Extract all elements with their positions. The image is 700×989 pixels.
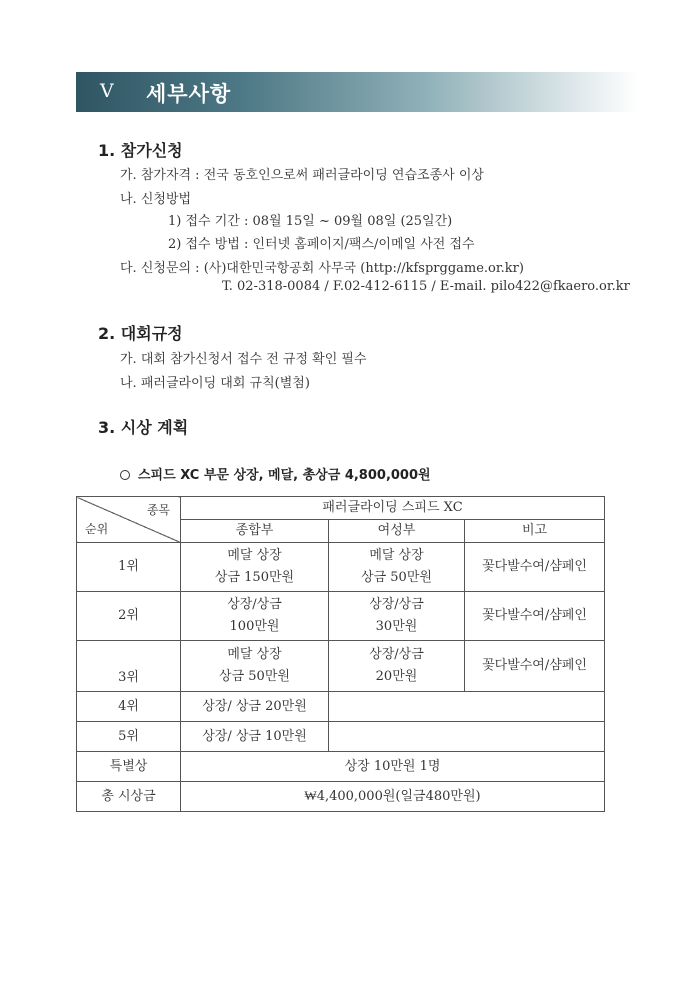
note-cell: 꽃다발수여/샴페인 xyxy=(465,543,605,592)
women-cell xyxy=(329,543,465,592)
corner-cell xyxy=(77,497,181,543)
eligibility-line: 가. 참가자격 : 전국 동호인으로써 패러글라이딩 연습조종사 이상 xyxy=(120,168,484,183)
total-prize-label: 총 시상금 xyxy=(77,782,181,812)
women-line: 상장/상금 xyxy=(369,597,424,612)
chapter-title: 세부사항 xyxy=(146,82,232,106)
corner-event-label: 종목 xyxy=(146,503,170,517)
women-line: 20만원 xyxy=(375,669,418,684)
award-subheading-text: 스피드 XC 부문 상장, 메달, 총상금 4,800,000원 xyxy=(138,468,431,483)
table-row xyxy=(77,692,605,722)
empty-cell xyxy=(329,692,605,722)
note-cell: 꽃다발수여/샴페인 xyxy=(465,592,605,641)
women-line: 상장/상금 xyxy=(369,647,424,662)
general-line: 메달 상장 xyxy=(227,647,282,662)
period-line: 1) 접수 기간 : 08월 15일 ~ 09월 08일 (25일간) xyxy=(168,214,453,229)
general-line: 상장/상금 xyxy=(227,597,282,612)
note-header: 비고 xyxy=(465,520,605,543)
table-row xyxy=(77,543,605,592)
women-line: 30만원 xyxy=(375,619,418,634)
award-subheading xyxy=(120,464,431,483)
general-cell xyxy=(181,641,329,692)
table-header-row xyxy=(77,497,605,520)
contact-line: T. 02-318-0084 / F.02-412-6115 / E-mail. pilo422@fkaero.or.kr xyxy=(222,279,630,294)
rank-cell: 4위 xyxy=(77,692,181,722)
circle-bullet-icon xyxy=(120,470,130,480)
rule-check-line: 가. 대회 참가신청서 접수 전 규정 확인 필수 xyxy=(120,352,367,367)
section1-title: 1. 참가신청 xyxy=(98,141,183,160)
rulebook-line: 나. 패러글라이딩 대회 규칙(별첨) xyxy=(120,376,310,391)
general-line: 상금 50만원 xyxy=(219,669,290,684)
award-table xyxy=(76,496,605,812)
women-cell xyxy=(329,641,465,692)
general-line: 메달 상장 xyxy=(227,548,282,563)
submission-line: 2) 접수 방법 : 인터넷 홈페이지/팩스/이메일 사전 접수 xyxy=(168,237,475,252)
general-cell: 상장/ 상금 10만원 xyxy=(181,722,329,752)
rank-cell: 2위 xyxy=(77,592,181,641)
general-cell: 상장/ 상금 20만원 xyxy=(181,692,329,722)
total-prize-row xyxy=(77,782,605,812)
general-line: 100만원 xyxy=(229,619,280,634)
section2-title: 2. 대회규정 xyxy=(98,324,183,343)
table-row xyxy=(77,641,605,692)
inquiry-line: 다. 신청문의 : (사)대한민국항공회 사무국 (http://kfsprggame.or.kr) xyxy=(120,261,524,276)
women-line: 상금 50만원 xyxy=(361,570,432,585)
section3-title: 3. 시상 계획 xyxy=(98,418,189,437)
general-cell xyxy=(181,592,329,641)
empty-cell xyxy=(329,722,605,752)
table-row xyxy=(77,592,605,641)
women-header: 여성부 xyxy=(329,520,465,543)
note-cell: 꽃다발수여/샴페인 xyxy=(465,641,605,692)
table-row xyxy=(77,722,605,752)
rank-cell: 1위 xyxy=(77,543,181,592)
special-award-row xyxy=(77,752,605,782)
women-line: 메달 상장 xyxy=(369,548,424,563)
general-cell xyxy=(181,543,329,592)
rank-cell: 3위 xyxy=(77,641,181,692)
total-prize-value: ₩4,400,000원(일금480만원) xyxy=(181,782,605,812)
general-header: 종합부 xyxy=(181,520,329,543)
chapter-number: V xyxy=(100,80,114,102)
event-header: 패러글라이딩 스피드 XC xyxy=(181,497,605,520)
corner-rank-label: 순위 xyxy=(85,522,109,536)
method-line: 나. 신청방법 xyxy=(120,192,192,207)
women-cell xyxy=(329,592,465,641)
special-award-value: 상장 10만원 1명 xyxy=(181,752,605,782)
special-award-label: 특별상 xyxy=(77,752,181,782)
general-line: 상금 150만원 xyxy=(214,570,295,585)
rank-cell: 5위 xyxy=(77,722,181,752)
